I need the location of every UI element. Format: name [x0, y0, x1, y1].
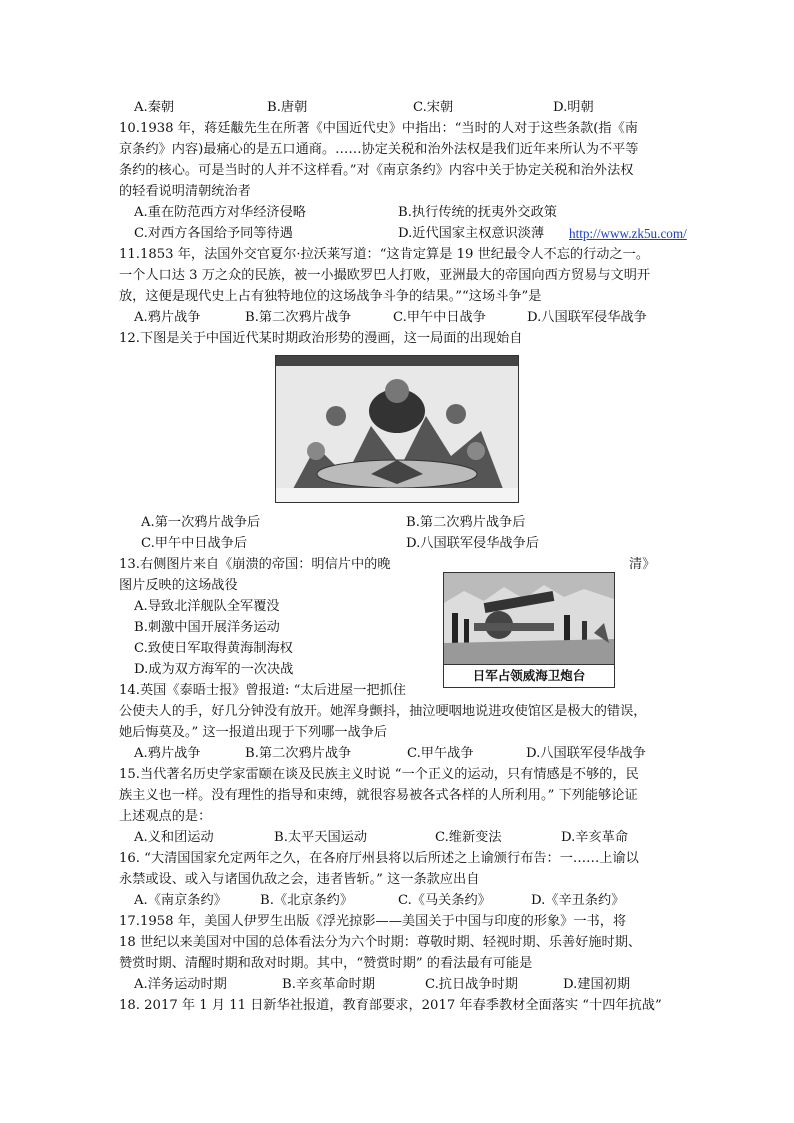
q14-stem-line-3: 她后悔莫及。” 这一报道出现于下列哪一战争后: [119, 725, 388, 740]
q13-stem-line-2: 图片反映的这场战役: [119, 578, 238, 593]
q11-stem-line-2: 一个人口达 3 万之众的民族，被一小撮欧罗巴人打败，亚洲最大的帝国向西方贸易与文明开: [119, 268, 651, 283]
q12-stem: 12.下图是关于中国近代某时期政治形势的漫画，这一局面的出现始自: [119, 331, 523, 346]
q11-stem-line-3: 放，这便是现代史上占有独特地位的这场战争斗争的结果。”“这场斗争”是: [119, 289, 542, 304]
q11-option-b: B.第二次鸦片战争: [245, 310, 352, 325]
q12-option-a: A.第一次鸦片战争后: [141, 515, 261, 530]
q9-option-d: D.明朝: [553, 100, 594, 115]
q14-stem-line-1: 14.英国《泰晤士报》曾报道: “太后进屋一把抓住: [119, 683, 406, 698]
q17-option-d: D.建国初期: [563, 977, 631, 992]
q15-stem-line-3: 上述观点的是：: [119, 809, 212, 824]
q17-option-c: C.抗日战争时期: [425, 977, 518, 992]
q16-option-d: D.《辛丑条约》: [531, 893, 625, 908]
q15-stem-line-1: 15.当代著名历史学家雷颐在谈及民族主义时说 “一个正义的运动，只有情感是不够的，民: [119, 767, 639, 782]
q10-option-c: C.对西方各国给予同等待遇: [134, 226, 293, 241]
q12-option-c: C.甲午中日战争后: [141, 536, 248, 551]
political-cartoon-image: [275, 355, 519, 503]
q11-option-d: D.八国联军侵华战争: [527, 310, 647, 325]
q11-stem-line-1: 11.1853 年，法国外交官夏尔·拉沃莱写道：“这肯定算是 19 世纪最令人不忘的行动之一。: [119, 247, 650, 262]
q17-stem-line-1: 17.1958 年，美国人伊罗生出版《浮光掠影——美国关于中国与印度的形象》一书，将: [119, 914, 627, 929]
q16-option-c: C.《马关条约》: [398, 893, 491, 908]
q17-option-a: A.洋务运动时期: [134, 977, 227, 992]
q15-option-d: D.辛亥革命: [561, 830, 629, 845]
q13-stem-line-1: 13.右侧图片来自《崩溃的帝国：明信片中的晚: [119, 557, 391, 572]
battle-illustration: [444, 573, 614, 665]
q9-option-c: C.宋朝: [413, 100, 454, 115]
postcard-caption: 日军占领威海卫炮台: [444, 664, 614, 687]
q13-option-b: B.刺激中国开展洋务运动: [134, 620, 280, 635]
q10-option-a: A.重在防范西方对华经济侵略: [134, 205, 306, 220]
q14-stem-line-2: 公使夫人的手，好几分钟没有放开。她浑身颤抖，抽泣哽咽地说进攻使馆区是极大的错误，: [119, 704, 647, 719]
q11-option-c: C.甲午中日战争: [393, 310, 486, 325]
q16-option-a: A.《南京条约》: [134, 893, 227, 908]
q18-stem-line-1: 18. 2017 年 1 月 11 日新华社报道，教育部要求，2017 年春季教材全面落实 “十四年抗战”: [119, 998, 662, 1013]
q13-stem-line-1-end: 清》: [629, 557, 656, 572]
q16-stem-line-2: 永禁或设、或入与诸国仇敌之会，违者皆斩。” 这一条款应出自: [119, 872, 480, 887]
q9-option-a: A.秦朝: [134, 100, 175, 115]
q17-stem-line-2: 18 世纪以来美国对中国的总体看法分为六个时期：尊敬时期、轻视时期、乐善好施时期、: [119, 935, 642, 950]
q14-option-b: B.第二次鸦片战争: [245, 746, 352, 761]
q14-option-a: A.鸦片战争: [134, 746, 201, 761]
q11-option-a: A.鸦片战争: [134, 310, 201, 325]
q12-option-d: D.八国联军侵华战争后: [406, 536, 539, 551]
q10-stem-line-3: 条约的核心。可是当时的人并不这样看。”对《南京条约》内容中关于协定关税和治外法权: [119, 163, 634, 178]
q12-option-b: B.第二次鸦片战争后: [406, 515, 526, 530]
q15-option-a: A.义和团运动: [134, 830, 214, 845]
q14-option-c: C.甲午战争: [407, 746, 474, 761]
q16-option-b: B.《北京条约》: [260, 893, 354, 908]
q15-stem-line-2: 族主义也一样。没有理性的指导和束缚，就很容易被各式各样的人所利用。” 下列能够论证: [119, 788, 638, 803]
q10-option-b: B.执行传统的抚夷外交政策: [398, 205, 557, 220]
q13-option-a: A.导致北洋舰队全军覆没: [134, 599, 280, 614]
q13-option-c: C.致使日军取得黄海制海权: [134, 641, 293, 656]
q13-option-d: D.成为双方海军的一次决战: [134, 662, 294, 677]
source-link[interactable]: http://www.zk5u.com/: [569, 226, 687, 241]
q9-option-b: B.唐朝: [267, 100, 308, 115]
q10-option-d: D.近代国家主权意识淡薄: [398, 226, 545, 241]
q10-stem-line-1: 10.1938 年，蒋廷黻先生在所著《中国近代史》中指出：“当时的人对于这些条款(指《南: [119, 121, 638, 136]
q16-stem-line-1: 16. “大清国国家允定两年之久，在各府厅州县将以后所述之上谕颁行布告：一……上谕以: [119, 851, 639, 866]
q15-option-c: C.维新变法: [435, 830, 502, 845]
q17-stem-line-3: 赞赏时期、清醒时期和敌对时期。其中，“赞赏时期” 的看法最有可能是: [119, 956, 533, 971]
q14-option-d: D.八国联军侵华战争: [526, 746, 646, 761]
q10-stem-line-2: 京条约》内容)最痛心的是五口通商。……协定关税和治外法权是我们近年来所认为不平等: [119, 142, 639, 157]
q10-stem-line-4: 的轻看说明清朝统治者: [119, 184, 251, 199]
cartoon-illustration: [276, 356, 518, 502]
q15-option-b: B.太平天国运动: [274, 830, 368, 845]
q17-option-b: B.辛亥革命时期: [282, 977, 376, 992]
postcard-image: [443, 572, 615, 688]
